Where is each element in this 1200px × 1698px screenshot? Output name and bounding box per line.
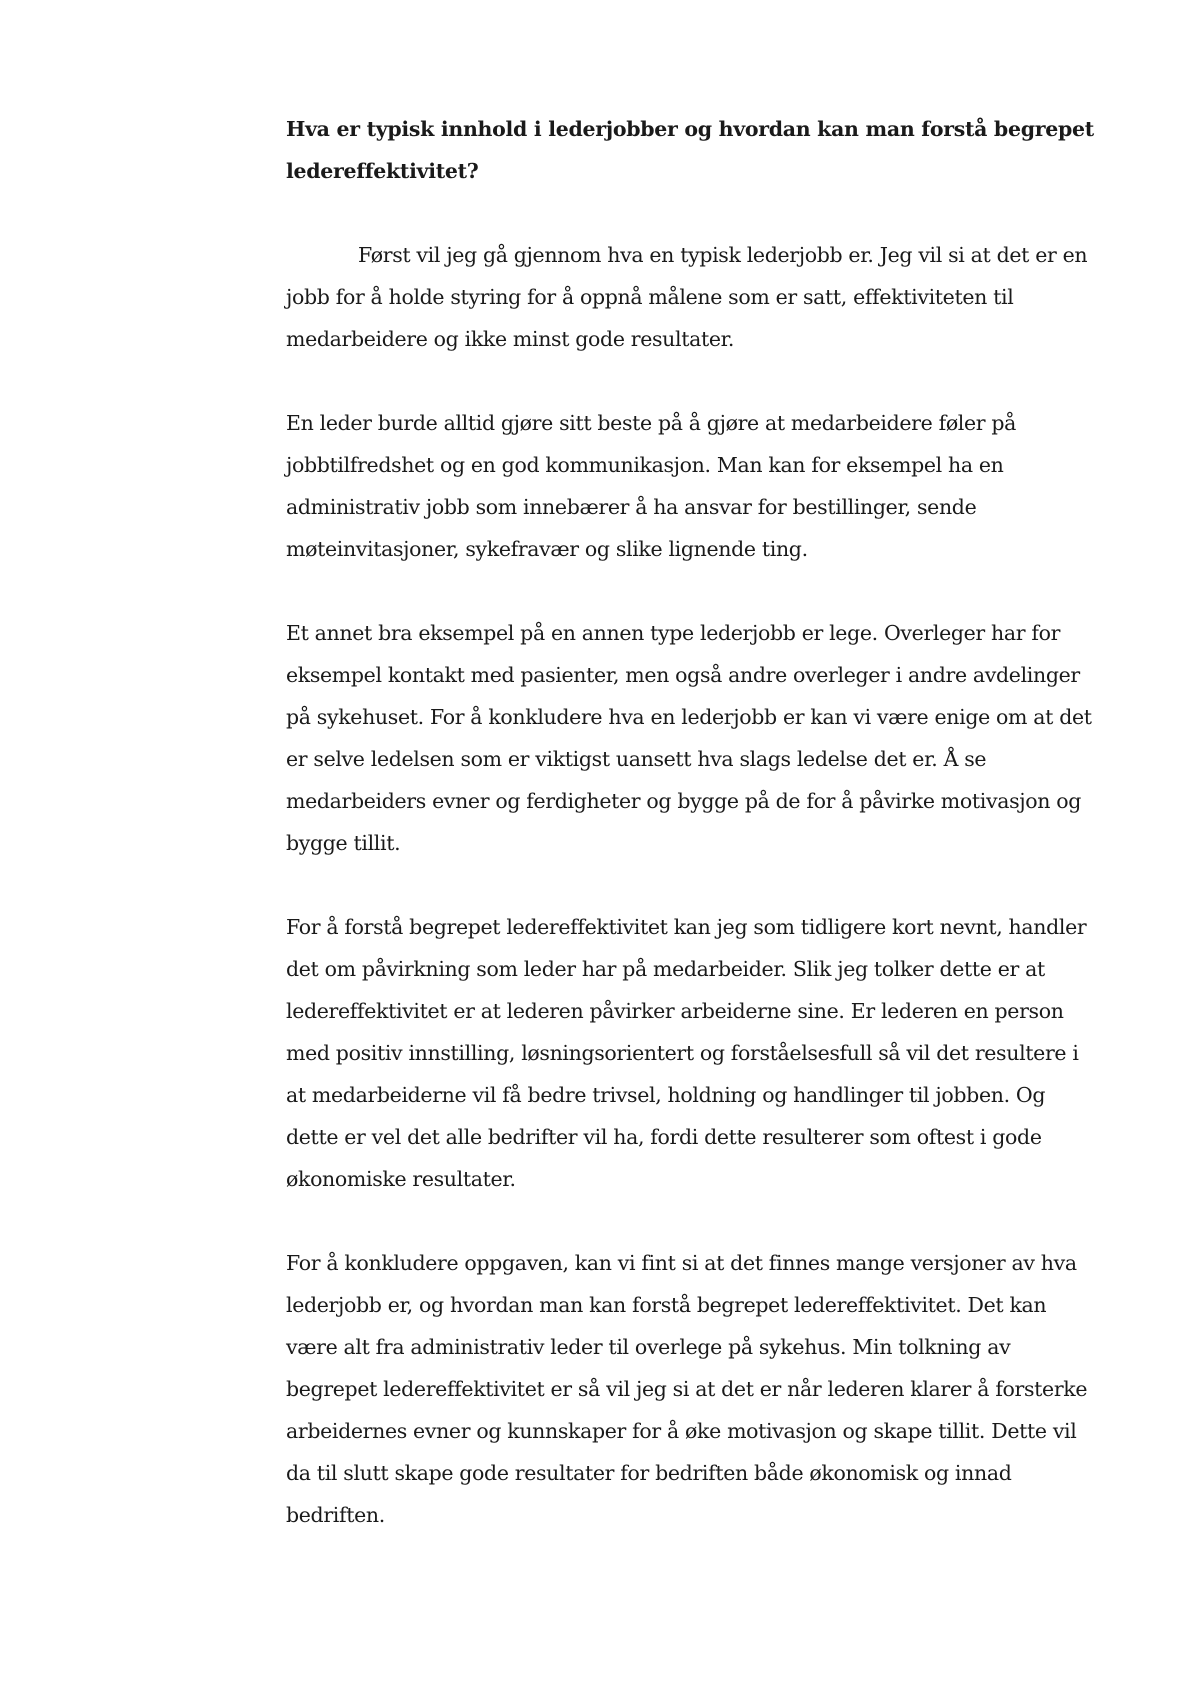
paragraph-3: Et annet bra eksempel på en annen type lederjobb er lege. Overleger har for eksempel kontakt med pasienter, men også andre overleger i andre avdelinger på sykehuset. For å konkludere hva en lederjobb er kan vi være enige om at det er selve ledelsen som er viktigst uansett hva slags ledelse det er. Å se medarbeiders evner og ferdigheter og bygge på de for å påvirke motivasjon og bygge tillit. bbox=[286, 621, 1092, 855]
paragraph-4: For å forstå begrepet ledereffektivitet kan jeg som tidligere kort nevnt, handler det om påvirkning som leder har på medarbeider. Slik jeg tolker dette er at ledereffektivitet er at lederen påvirker arbeiderne sine. Er lederen en person med positiv innstilling, løsningsorientert og forståelsesfull så vil det resultere i at medarbeiderne vil få bedre trivsel, holdning og handlinger til jobben. Og dette er vel det alle bedrifter vil ha, fordi dette resulterer som oftest i gode økonomiske resultater. bbox=[286, 915, 1087, 1191]
paragraph-2: En leder burde alltid gjøre sitt beste på å gjøre at medarbeidere føler på jobbtilfredshet og en god kommunikasjon. Man kan for eksempel ha en administrativ jobb som innebærer å ha ansvar for bestillinger, sende møteinvitasjoner, sykefravær og slike lignende ting. bbox=[286, 411, 1017, 561]
document-title: Hva er typisk innhold i lederjobber og hvordan kan man forstå begrepet ledereffektivitet? bbox=[286, 117, 1094, 183]
document-body bbox=[286, 108, 1096, 1536]
paragraph-1: Først vil jeg gå gjennom hva en typisk lederjobb er. Jeg vil si at det er en jobb for å holde styring for å oppnå målene som er satt, effektiviteten til medarbeidere og ikke minst gode resultater. bbox=[286, 243, 1088, 351]
paragraph-5: For å konkludere oppgaven, kan vi fint si at det finnes mange versjoner av hva lederjobb er, og hvordan man kan forstå begrepet ledereffektivitet. Det kan være alt fra administrativ leder til overlege på sykehus. Min tolkning av begrepet ledereffektivitet er så vil jeg si at det er når lederen klarer å forsterke arbeidernes evner og kunnskaper for å øke motivasjon og skape tillit. Dette vil da til slutt skape gode resultater for bedriften både økonomisk og innad bedriften. bbox=[286, 1251, 1088, 1527]
